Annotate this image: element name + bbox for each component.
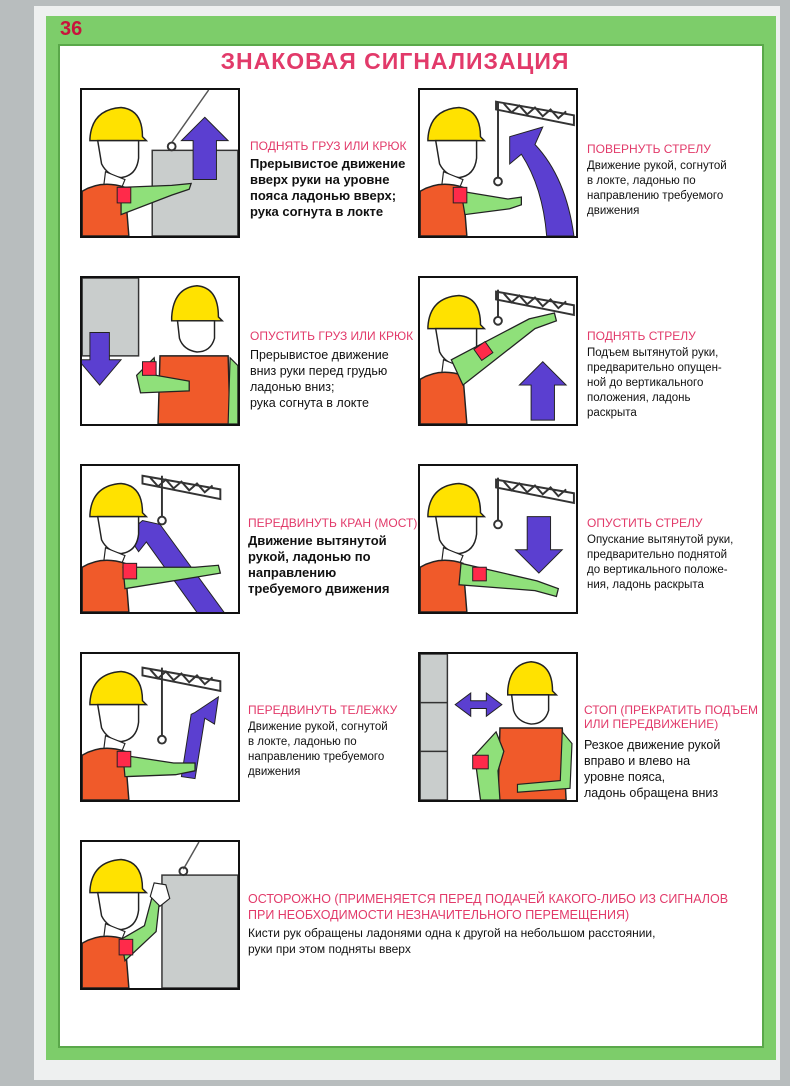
signal-desc-caution: Кисти рук обращены ладонями одна к другой на небольшом расстоянии, руки при этом подняты вверх xyxy=(248,926,656,956)
signal-illustration-lower-load xyxy=(80,276,240,426)
signal-title-lower-boom: ОПУСТИТЬ СТРЕЛУ xyxy=(587,516,703,530)
signal-illustration-rotate-boom xyxy=(418,88,578,238)
signal-title-raise-boom: ПОДНЯТЬ СТРЕЛУ xyxy=(587,329,696,343)
page-title: ЗНАКОВАЯ СИГНАЛИЗАЦИЯ xyxy=(220,48,570,74)
signal-desc-move-trolley: Движение рукой, согнутой в локте, ладонью по направлению требуемого движения xyxy=(248,721,388,778)
signal-desc-lower-boom: Опускание вытянутой руки, предварительно поднятой до вертикального положе- ния, ладонь раскрыта xyxy=(587,534,734,591)
signal-illustration-move-trolley xyxy=(80,652,240,802)
signal-illustration-stop xyxy=(418,652,578,802)
signal-title-raise-load: ПОДНЯТЬ ГРУЗ ИЛИ КРЮК xyxy=(250,139,407,153)
signal-illustration-lower-boom xyxy=(418,464,578,614)
signal-illustration-raise-load xyxy=(80,88,240,238)
signal-title-lower-load: ОПУСТИТЬ ГРУЗ ИЛИ КРЮК xyxy=(250,329,414,343)
signal-desc-lower-load: Прерывистое движение вниз руки перед грудью ладонью вниз; рука согнута в локте xyxy=(250,348,389,410)
signal-title-stop: СТОП (ПРЕКРАТИТЬ ПОДЪЕМ ИЛИ ПЕРЕДВИЖЕНИЕ) xyxy=(584,703,759,731)
signal-desc-move-crane: Движение вытянутой рукой, ладонью по направлению требуемого движения xyxy=(248,533,390,596)
page-number: 36 xyxy=(60,18,83,40)
signal-illustration-move-crane xyxy=(80,464,240,614)
signal-desc-raise-boom: Подъем вытянутой руки, предварительно опущен- ной до вертикального положения, ладонь раскрыта xyxy=(587,347,722,419)
signal-title-move-trolley: ПЕРЕДВИНУТЬ ТЕЛЕЖКУ xyxy=(248,703,398,717)
signal-desc-rotate-boom: Движение рукой, согнутой в локте, ладонью по направлению требуемого движения xyxy=(587,160,727,217)
signal-title-caution: ОСТОРОЖНО (ПРИМЕНЯЕТСЯ ПЕРЕД ПОДАЧЕЙ КАКОГО-ЛИБО ИЗ СИГНАЛОВ ПРИ НЕОБХОДИМОСТИ НЕЗНАЧИТЕЛЬНОГО ПЕРЕМЕЩЕНИЯ) xyxy=(248,892,729,922)
signal-title-move-crane: ПЕРЕДВИНУТЬ КРАН (МОСТ) xyxy=(248,516,418,530)
signal-desc-stop: Резкое движение рукой вправо и влево на уровне пояса, ладонь обращена вниз xyxy=(584,738,721,800)
signal-illustration-raise-boom xyxy=(418,276,578,426)
signal-illustration-caution xyxy=(80,840,240,990)
signal-desc-raise-load: Прерывистое движение вверх руки на уровне пояса ладонью вверх; рука согнута в локте xyxy=(250,156,406,219)
signal-title-rotate-boom: ПОВЕРНУТЬ СТРЕЛУ xyxy=(587,142,711,156)
